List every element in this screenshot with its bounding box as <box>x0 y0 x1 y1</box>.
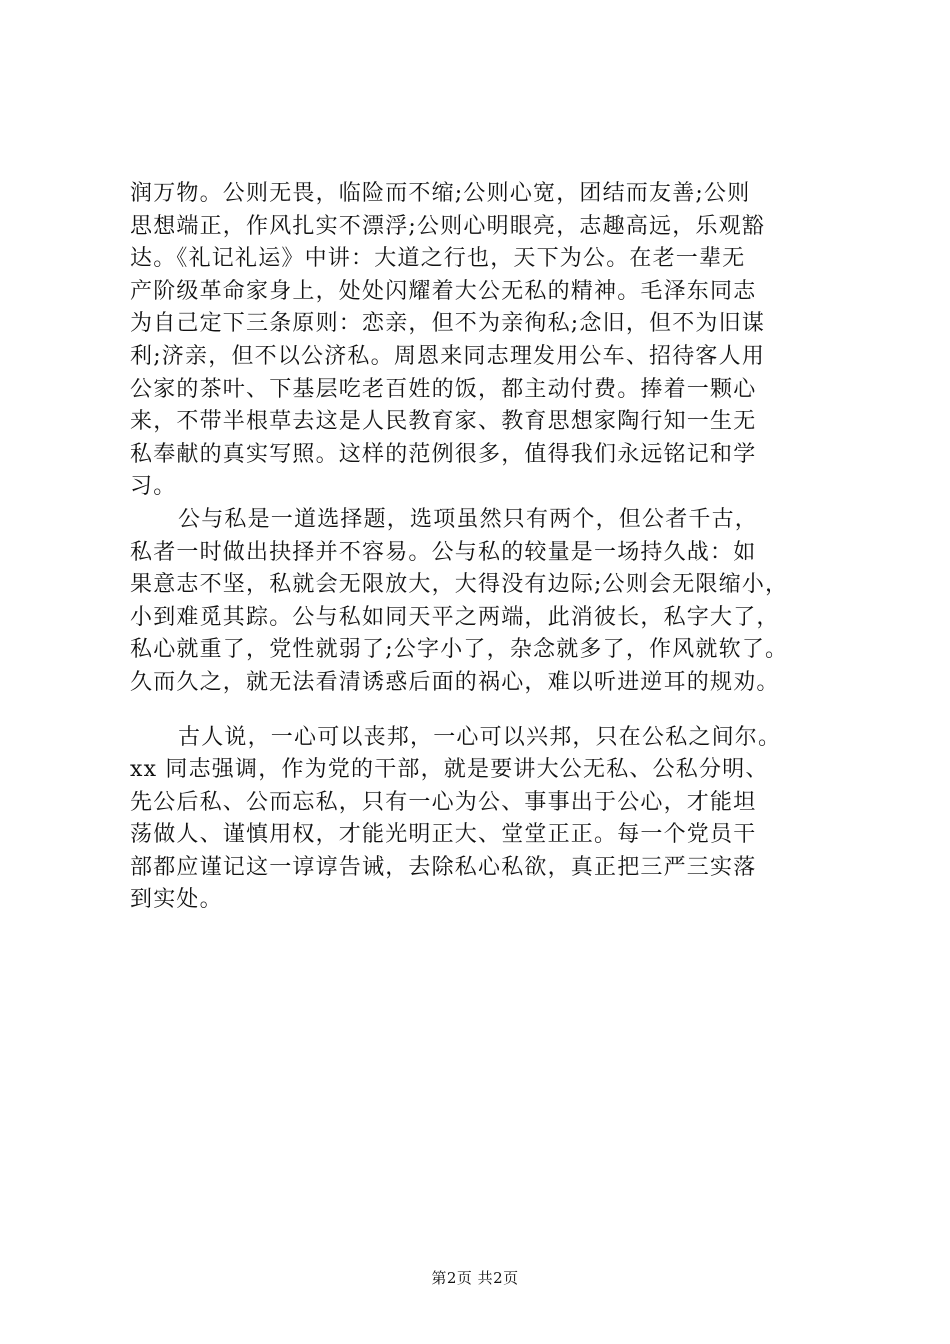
text-line: 私奉献的真实写照。这样的范例很多，值得我们永远铭记和学 <box>130 441 757 467</box>
text-line: 荡做人、谨慎用权，才能光明正大、堂堂正正。每一个党员干 <box>130 822 757 848</box>
text-line: 先公后私、公而忘私，只有一心为公、事事出于公心，才能坦 <box>130 789 757 815</box>
text-line: 部都应谨记这一谆谆告诫，去除私心私欲，真正把三严三实落 <box>130 854 757 880</box>
text-line: 古人说，一心可以丧邦，一心可以兴邦，只在公私之间尔。 <box>178 724 782 750</box>
text-line: xx 同志强调，作为党的干部，就是要讲大公无私、公私分明、 <box>130 757 769 783</box>
text-line: 为自己定下三条原则：恋亲，但不为亲徇私;念旧，但不为旧谋 <box>130 311 766 337</box>
paragraph-2 <box>130 504 850 700</box>
text-line: 产阶级革命家身上，处处闪耀着大公无私的精神。毛泽东同志 <box>130 278 757 304</box>
text-line: 公与私是一道选择题，选项虽然只有两个，但公者千古， <box>178 506 759 532</box>
paragraph-3 <box>130 722 850 918</box>
text-line: 润万物。公则无畏，临险而不缩;公则心宽，团结而友善;公则 <box>130 181 751 206</box>
text-line: 到实处。 <box>130 887 223 913</box>
text-line: 利;济亲，但不以公济私。周恩来同志理发用公车、招待客人用 <box>130 343 766 369</box>
text-line: 私心就重了，党性就弱了;公字小了，杂念就多了，作风就软了。 <box>130 637 789 663</box>
text-line: 达。《礼记礼运》中讲：大道之行也，天下为公。在老一辈无 <box>130 246 746 272</box>
paragraph-1 <box>130 178 850 504</box>
text-line: 公家的茶叶、下基层吃老百姓的饭，都主动付费。捧着一颗心 <box>130 376 757 402</box>
text-line: 习。 <box>130 474 177 500</box>
text-line: 小到难觅其踪。公与私如同天平之两端，此消彼长，私字大了， <box>130 604 780 630</box>
text-line: 来，不带半根草去这是人民教育家、教育思想家陶行知一生无 <box>130 409 757 435</box>
text-line: 久而久之，就无法看清诱惑后面的祸心，难以听进逆耳的规劝。 <box>130 669 780 695</box>
page-number: 第2页 共2页 <box>431 1269 519 1287</box>
page-footer <box>0 1268 950 1288</box>
document-body <box>130 178 850 917</box>
paragraph-spacer <box>130 700 850 722</box>
text-line: 思想端正，作风扎实不漂浮;公则心明眼亮，志趣高远，乐观豁 <box>130 213 766 239</box>
text-line: 果意志不坚，私就会无限放大，大得没有边际;公则会无限缩小， <box>130 572 789 598</box>
text-line: 私者一时做出抉择并不容易。公与私的较量是一场持久战：如 <box>130 539 757 565</box>
